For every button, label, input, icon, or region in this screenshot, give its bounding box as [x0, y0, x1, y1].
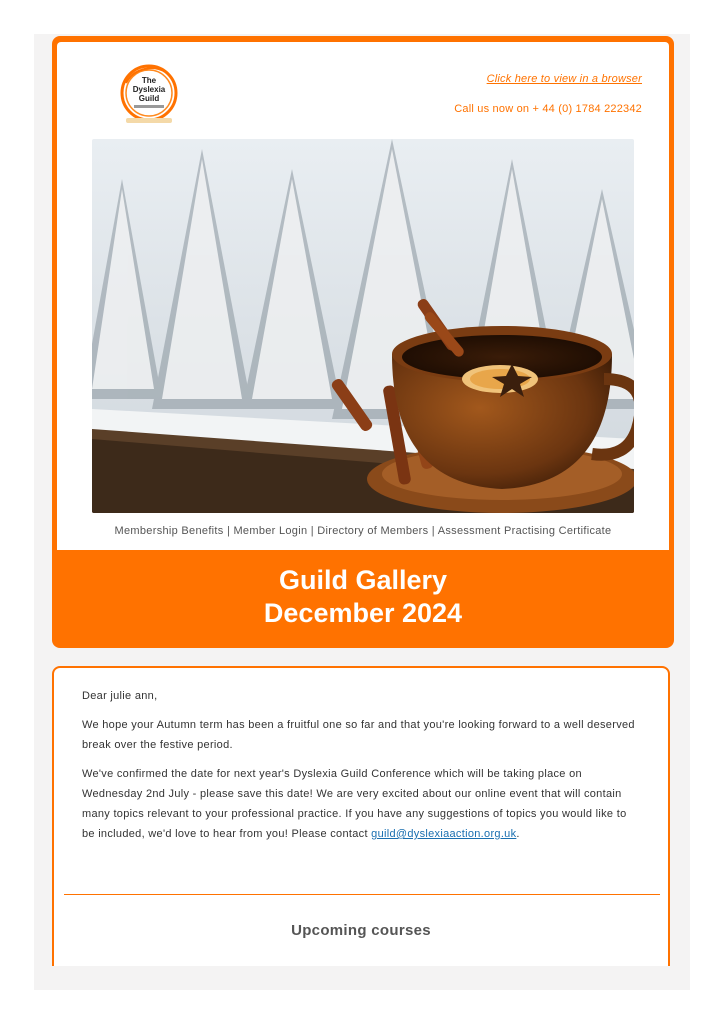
dyslexia-guild-logo[interactable]	[114, 63, 184, 129]
banner-title: Guild Gallery	[278, 565, 448, 595]
view-in-browser-link[interactable]: Click here to view in a browser	[486, 73, 642, 85]
header-card	[52, 36, 674, 648]
nav-separator: |	[431, 525, 435, 537]
nav-membership-benefits[interactable]: Membership Benefits	[114, 525, 224, 537]
contact-email-link[interactable]: guild@dyslexiaaction.org.uk	[371, 828, 517, 840]
nav-separator: |	[310, 525, 314, 537]
paragraph-conference-text: We've confirmed the date for next year's Dyslexia Guild Conference which will be taking place on Wednesday 2nd July - please save this date! We are very excited about our online event that will contain many topics relevant to your professional practice. If you have any suggestions of topics you would like to be included, we'd love to hear from you! Please contact	[82, 768, 627, 840]
email-suffix: .	[516, 828, 520, 840]
section-divider	[64, 894, 660, 895]
hero-image-winter-tea	[92, 139, 634, 513]
phone-number: Call us now on + 44 (0) 1784 222342	[454, 103, 642, 115]
nav-bar	[57, 525, 669, 537]
paragraph-autumn: We hope your Autumn term has been a fruitful one so far and that you're looking forward to a well deserved break over the festive period.	[82, 719, 635, 751]
nav-assessment-certificate[interactable]: Assessment Practising Certificate	[437, 525, 612, 537]
content-card	[52, 666, 670, 966]
paragraph-conference	[82, 764, 642, 844]
svg-text:The: The	[141, 76, 157, 85]
greeting: Dear julie ann,	[82, 690, 158, 702]
letter-body	[82, 686, 642, 853]
nav-directory-of-members[interactable]: Directory of Members	[317, 525, 429, 537]
upcoming-courses-heading: Upcoming courses	[291, 922, 431, 939]
banner-title-block	[52, 564, 674, 630]
nav-separator: |	[226, 525, 231, 537]
header-white-panel	[57, 42, 669, 550]
svg-text:Guild: Guild	[138, 94, 160, 103]
banner-subtitle: December 2024	[263, 598, 463, 628]
svg-text:Dyslexia: Dyslexia	[132, 85, 166, 94]
nav-member-login[interactable]: Member Login	[233, 525, 308, 537]
